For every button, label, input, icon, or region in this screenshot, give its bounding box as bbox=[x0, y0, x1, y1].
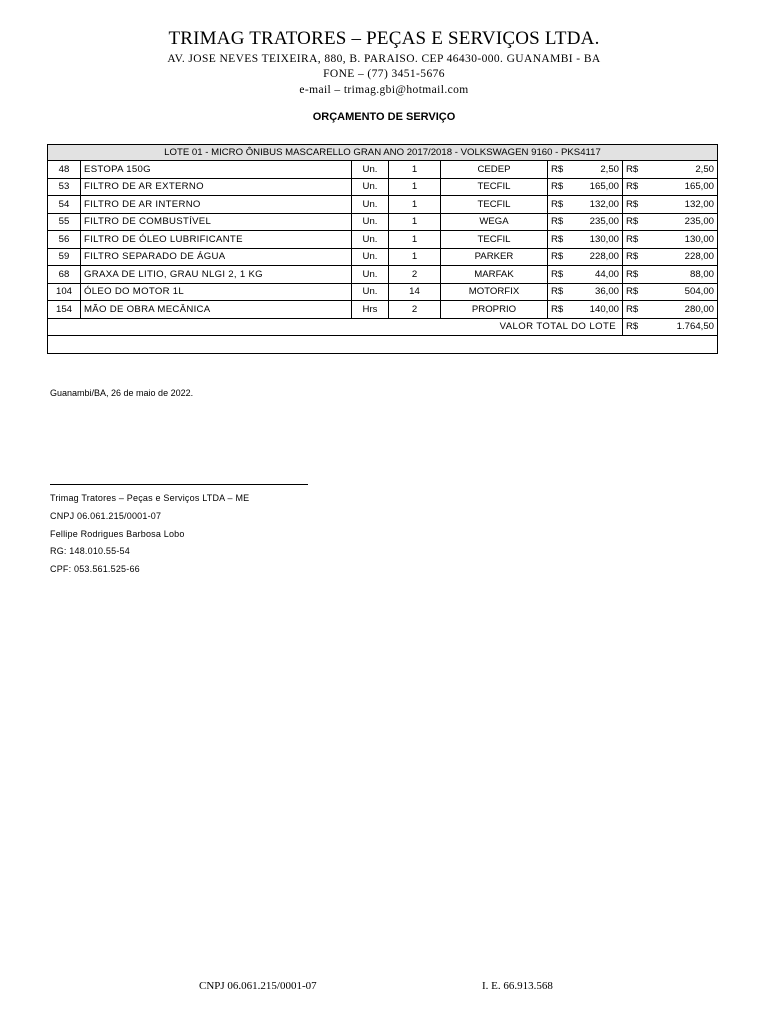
item-unit-price: 228,00 bbox=[566, 248, 623, 266]
item-unit-price: 140,00 bbox=[566, 301, 623, 319]
item-quantity: 2 bbox=[389, 301, 441, 319]
item-total: 2,50 bbox=[640, 161, 718, 179]
item-description: FILTRO DE AR INTERNO bbox=[81, 196, 352, 214]
item-unit-price-currency: R$ bbox=[548, 231, 566, 249]
item-unit-price-currency: R$ bbox=[548, 178, 566, 196]
item-total: 235,00 bbox=[640, 213, 718, 231]
item-unit-price-currency: R$ bbox=[548, 161, 566, 179]
total-row bbox=[48, 318, 718, 336]
signature-name: Fellipe Rodrigues Barbosa Lobo bbox=[50, 529, 185, 539]
item-unit: Un. bbox=[352, 178, 389, 196]
item-total-currency: R$ bbox=[623, 283, 640, 301]
total-currency: R$ bbox=[623, 318, 640, 336]
item-number: 53 bbox=[48, 178, 81, 196]
item-unit: Un. bbox=[352, 161, 389, 179]
empty-cell bbox=[48, 336, 718, 354]
item-total: 88,00 bbox=[640, 266, 718, 284]
signature-line bbox=[50, 484, 308, 485]
item-unit-price-currency: R$ bbox=[548, 196, 566, 214]
item-brand: TECFIL bbox=[441, 178, 548, 196]
table-row bbox=[48, 266, 718, 284]
item-total-currency: R$ bbox=[623, 178, 640, 196]
item-unit: Hrs bbox=[352, 301, 389, 319]
item-total: 130,00 bbox=[640, 231, 718, 249]
item-number: 54 bbox=[48, 196, 81, 214]
item-total-currency: R$ bbox=[623, 213, 640, 231]
signature-rg: RG: 148.010.55-54 bbox=[50, 546, 130, 556]
item-number: 104 bbox=[48, 283, 81, 301]
quote-table-body bbox=[48, 145, 718, 354]
item-total: 165,00 bbox=[640, 178, 718, 196]
empty-row bbox=[48, 336, 718, 354]
item-unit-price: 130,00 bbox=[566, 231, 623, 249]
item-number: 68 bbox=[48, 266, 81, 284]
footer-cnpj: CNPJ 06.061.215/0001-07 bbox=[199, 980, 317, 992]
item-description: ESTOPA 150G bbox=[81, 161, 352, 179]
item-description: FILTRO DE ÓLEO LUBRIFICANTE bbox=[81, 231, 352, 249]
table-row bbox=[48, 248, 718, 266]
signature-cpf: CPF: 053.561.525-66 bbox=[50, 564, 140, 574]
item-unit: Un. bbox=[352, 283, 389, 301]
item-unit-price: 44,00 bbox=[566, 266, 623, 284]
item-description: GRAXA DE LITIO, GRAU NLGI 2, 1 KG bbox=[81, 266, 352, 284]
item-description: FILTRO SEPARADO DE ÁGUA bbox=[81, 248, 352, 266]
item-quantity: 1 bbox=[389, 161, 441, 179]
item-brand: MOTORFIX bbox=[441, 283, 548, 301]
item-number: 55 bbox=[48, 213, 81, 231]
item-unit: Un. bbox=[352, 248, 389, 266]
lot-title: LOTE 01 - MICRO ÔNIBUS MASCARELLO GRAN ANO 2017/2018 - VOLKSWAGEN 9160 - PKS4117 bbox=[48, 145, 718, 161]
item-total-currency: R$ bbox=[623, 301, 640, 319]
signature-company: Trimag Tratores – Peças e Serviços LTDA – ME bbox=[50, 493, 250, 503]
total-value: 1.764,50 bbox=[640, 318, 718, 336]
item-description: FILTRO DE AR EXTERNO bbox=[81, 178, 352, 196]
item-description: FILTRO DE COMBUSTÍVEL bbox=[81, 213, 352, 231]
item-total: 504,00 bbox=[640, 283, 718, 301]
item-brand: MARFAK bbox=[441, 266, 548, 284]
item-quantity: 1 bbox=[389, 248, 441, 266]
item-quantity: 1 bbox=[389, 213, 441, 231]
table-row bbox=[48, 283, 718, 301]
item-total: 280,00 bbox=[640, 301, 718, 319]
table-row bbox=[48, 213, 718, 231]
item-brand: PROPRIO bbox=[441, 301, 548, 319]
item-unit: Un. bbox=[352, 266, 389, 284]
item-unit-price: 36,00 bbox=[566, 283, 623, 301]
item-total-currency: R$ bbox=[623, 248, 640, 266]
quote-table bbox=[47, 144, 718, 354]
company-phone: FONE – (77) 3451-5676 bbox=[323, 68, 445, 80]
item-unit: Un. bbox=[352, 196, 389, 214]
item-total: 132,00 bbox=[640, 196, 718, 214]
company-address: AV. JOSE NEVES TEIXEIRA, 880, B. PARAISO. CEP 46430-000. GUANAMBI - BA bbox=[167, 53, 601, 65]
item-unit-price-currency: R$ bbox=[548, 301, 566, 319]
company-name: TRIMAG TRATORES – PEÇAS E SERVIÇOS LTDA. bbox=[168, 28, 600, 49]
item-quantity: 1 bbox=[389, 231, 441, 249]
item-total-currency: R$ bbox=[623, 161, 640, 179]
item-number: 154 bbox=[48, 301, 81, 319]
item-total-currency: R$ bbox=[623, 231, 640, 249]
item-brand: TECFIL bbox=[441, 231, 548, 249]
item-unit-price-currency: R$ bbox=[548, 266, 566, 284]
item-unit-price: 165,00 bbox=[566, 178, 623, 196]
item-unit-price-currency: R$ bbox=[548, 248, 566, 266]
company-email: e-mail – trimag.gbi@hotmail.com bbox=[299, 84, 469, 96]
item-quantity: 1 bbox=[389, 196, 441, 214]
item-brand: TECFIL bbox=[441, 196, 548, 214]
place-date: Guanambi/BA, 26 de maio de 2022. bbox=[50, 388, 194, 398]
item-total-currency: R$ bbox=[623, 266, 640, 284]
item-unit: Un. bbox=[352, 213, 389, 231]
item-unit: Un. bbox=[352, 231, 389, 249]
table-row bbox=[48, 301, 718, 319]
table-row bbox=[48, 231, 718, 249]
item-brand: CEDEP bbox=[441, 161, 548, 179]
item-brand: WEGA bbox=[441, 213, 548, 231]
item-quantity: 2 bbox=[389, 266, 441, 284]
item-description: MÃO DE OBRA MECÂNICA bbox=[81, 301, 352, 319]
item-unit-price: 235,00 bbox=[566, 213, 623, 231]
item-total-currency: R$ bbox=[623, 196, 640, 214]
item-number: 59 bbox=[48, 248, 81, 266]
item-number: 48 bbox=[48, 161, 81, 179]
item-unit-price-currency: R$ bbox=[548, 283, 566, 301]
item-description: ÓLEO DO MOTOR 1L bbox=[81, 283, 352, 301]
item-number: 56 bbox=[48, 231, 81, 249]
table-row bbox=[48, 178, 718, 196]
document-title: ORÇAMENTO DE SERVIÇO bbox=[312, 111, 456, 123]
item-unit-price: 2,50 bbox=[566, 161, 623, 179]
item-total: 228,00 bbox=[640, 248, 718, 266]
footer-ie: I. E. 66.913.568 bbox=[482, 980, 553, 992]
item-unit-price-currency: R$ bbox=[548, 213, 566, 231]
item-quantity: 1 bbox=[389, 178, 441, 196]
table-row bbox=[48, 161, 718, 179]
lot-header-row bbox=[48, 145, 718, 161]
item-brand: PARKER bbox=[441, 248, 548, 266]
item-quantity: 14 bbox=[389, 283, 441, 301]
item-unit-price: 132,00 bbox=[566, 196, 623, 214]
total-label: VALOR TOTAL DO LOTE bbox=[48, 318, 623, 336]
signature-cnpj: CNPJ 06.061.215/0001-07 bbox=[50, 511, 162, 521]
table-row bbox=[48, 196, 718, 214]
